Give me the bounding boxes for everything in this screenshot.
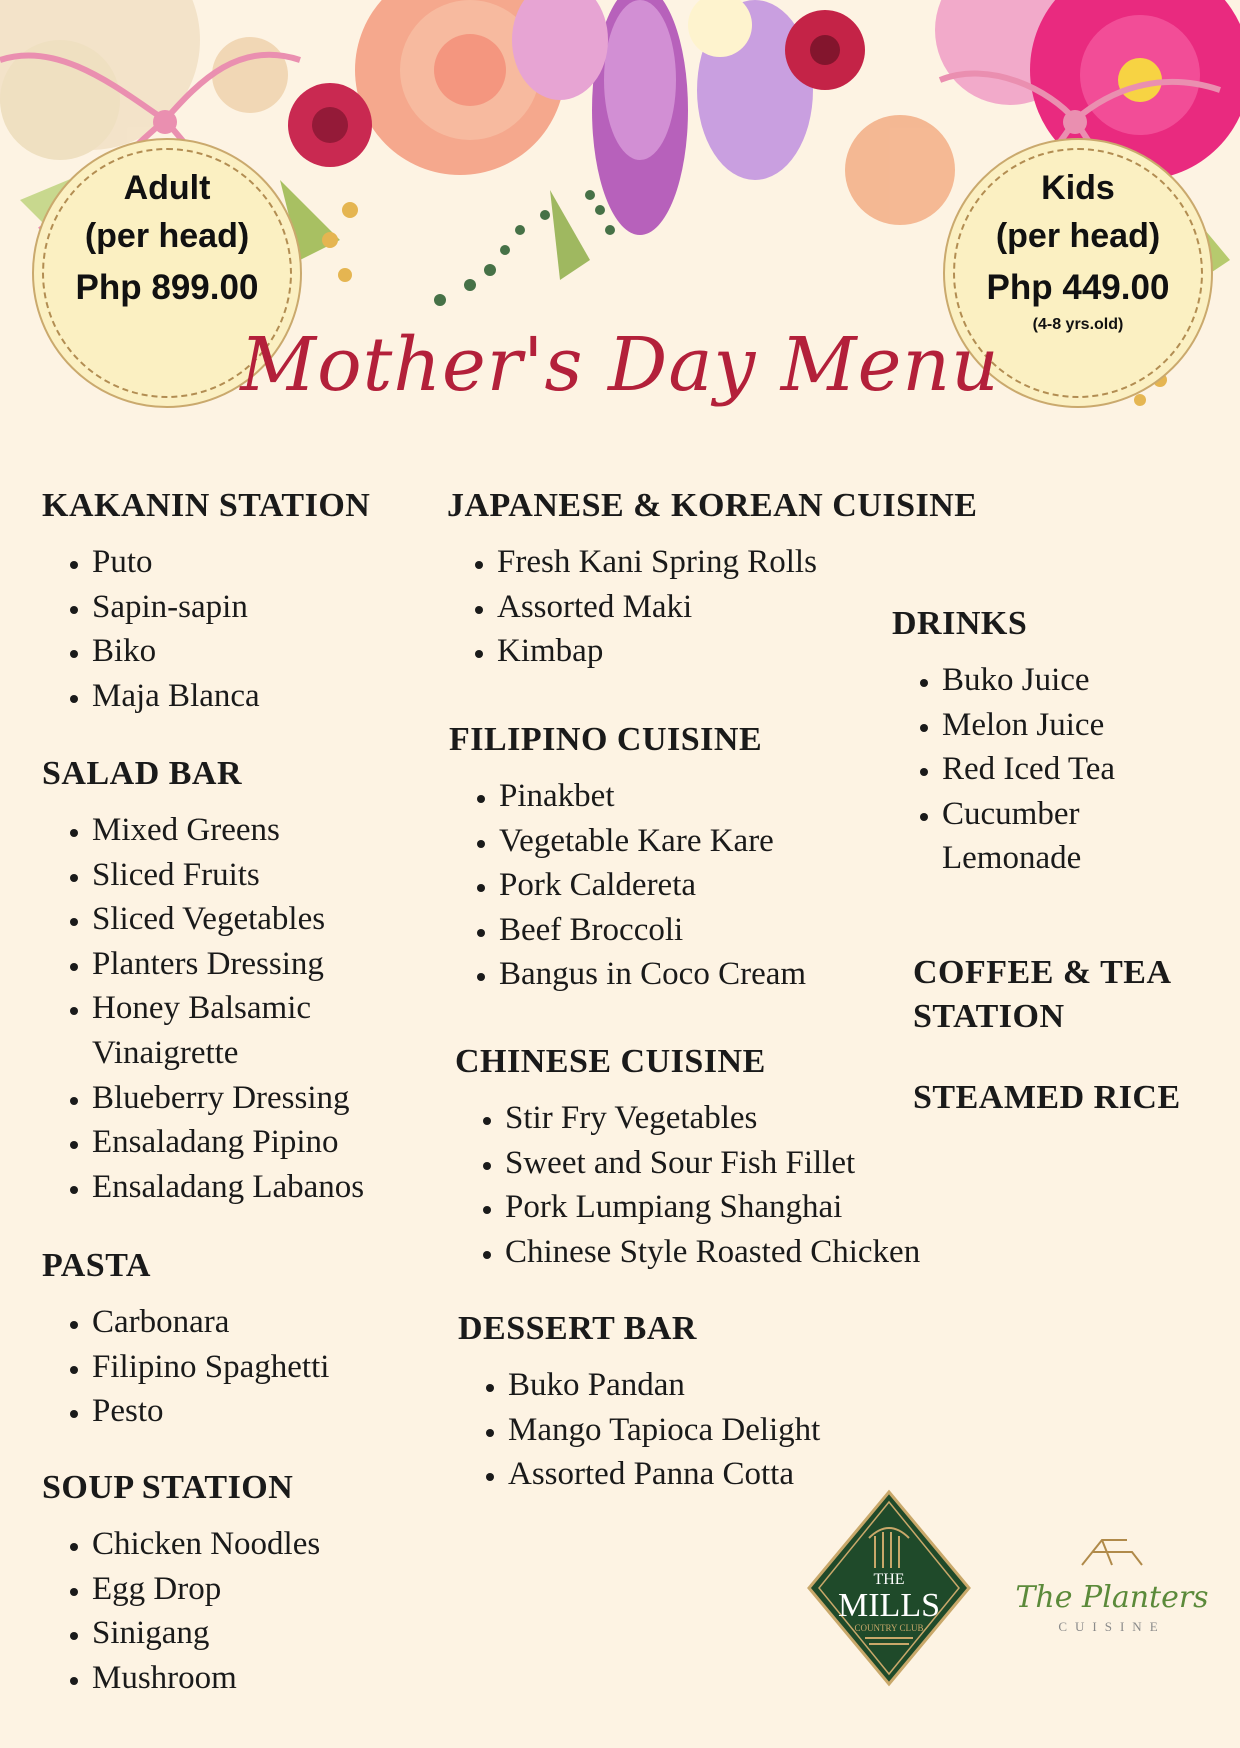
item-list: [42, 1300, 329, 1434]
section-chinese: [455, 1040, 920, 1274]
menu-item: • Assorted Maki: [497, 585, 977, 630]
menu-item: • Beef Broccoli: [499, 908, 806, 953]
mills-logo-sub: COUNTRY CLUB: [854, 1623, 924, 1633]
section-dessert: [458, 1307, 820, 1497]
menu-item: • Ensaladang Pipino: [92, 1120, 422, 1165]
menu-title: Mother's Day Menu: [240, 322, 1000, 408]
menu-item: • Bangus in Coco Cream: [499, 952, 806, 997]
item-list: [42, 1522, 320, 1700]
menu-item: • Blueberry Dressing: [92, 1076, 422, 1121]
kids-per-head: (per head): [995, 217, 1161, 255]
kids-age-note: (4-8 yrs.old): [1032, 316, 1124, 333]
adult-price: Php 899.00: [75, 268, 259, 307]
menu-item: • Egg Drop: [92, 1567, 320, 1612]
kids-price: Php 449.00: [986, 268, 1170, 307]
menu-item: • Sweet and Sour Fish Fillet: [505, 1141, 920, 1186]
menu-item: • Vegetable Kare Kare: [499, 819, 806, 864]
section-title: COFFEE & TEA STATION: [913, 954, 1170, 1035]
section-title: JAPANESE & KOREAN CUISINE: [447, 487, 978, 524]
section-title: SOUP STATION: [42, 1469, 294, 1506]
section-coffee-tea: [913, 951, 1203, 1039]
menu-item: • Pork Caldereta: [499, 863, 806, 908]
section-salad-bar: [42, 752, 422, 1209]
menu-item: • Ensaladang Labanos: [92, 1165, 422, 1210]
item-list: [458, 1363, 820, 1497]
mills-country-club-logo: [805, 1488, 973, 1688]
section-title: PASTA: [42, 1247, 151, 1284]
menu-item: • Kimbap: [497, 629, 977, 674]
section-title: DRINKS: [892, 605, 1028, 642]
section-title: CHINESE CUISINE: [455, 1043, 766, 1080]
menu-item: • Sapin-sapin: [92, 585, 370, 630]
item-list: [42, 540, 370, 718]
section-soup: [42, 1466, 320, 1700]
planters-chair-icon: [1072, 1530, 1152, 1570]
section-title: DESSERT BAR: [458, 1310, 697, 1347]
section-drinks: [892, 602, 1152, 881]
item-list: [449, 774, 806, 997]
menu-item: • Sliced Vegetables: [92, 897, 422, 942]
adult-label: Adult: [123, 169, 211, 207]
section-filipino: [449, 718, 806, 997]
menu-item: • Stir Fry Vegetables: [505, 1096, 920, 1141]
item-list: [892, 658, 1152, 881]
section-steamed-rice: [913, 1076, 1181, 1120]
mills-logo-name: MILLS: [838, 1587, 940, 1624]
menu-item: • Honey Balsamic Vinaigrette: [92, 986, 422, 1075]
planters-logo-name: The Planters: [1015, 1580, 1209, 1615]
menu-item: • Fresh Kani Spring Rolls: [497, 540, 977, 585]
kids-label: Kids: [1041, 169, 1115, 207]
menu-item: • Chinese Style Roasted Chicken: [505, 1230, 920, 1275]
section-title: STEAMED RICE: [913, 1079, 1181, 1116]
menu-item: • Carbonara: [92, 1300, 329, 1345]
menu-item: • Filipino Spaghetti: [92, 1345, 329, 1390]
menu-item: • Mango Tapioca Delight: [508, 1408, 820, 1453]
menu-item: • Puto: [92, 540, 370, 585]
menu-item: • Mixed Greens: [92, 808, 422, 853]
menu-item: • Assorted Panna Cotta: [508, 1452, 820, 1497]
menu-item: • Cucumber Lemonade: [942, 792, 1152, 881]
section-pasta: [42, 1244, 329, 1434]
menu-item: • Melon Juice: [942, 703, 1152, 748]
menu-item: • Sliced Fruits: [92, 853, 422, 898]
menu-item: • Planters Dressing: [92, 942, 422, 987]
planters-cuisine-logo: [1012, 1530, 1212, 1660]
menu-item: • Pork Lumpiang Shanghai: [505, 1185, 920, 1230]
menu-item: • Red Iced Tea: [942, 747, 1152, 792]
section-kakanin: [42, 484, 370, 718]
item-list: [455, 1096, 920, 1274]
planters-logo-sub: CUISINE: [1058, 1619, 1166, 1634]
adult-per-head: (per head): [84, 217, 250, 255]
section-title: FILIPINO CUISINE: [449, 721, 763, 758]
section-title: KAKANIN STATION: [42, 487, 371, 524]
menu-item: • Mushroom: [92, 1656, 320, 1701]
menu-item: • Pesto: [92, 1389, 329, 1434]
menu-item: • Biko: [92, 629, 370, 674]
menu-item: • Pinakbet: [499, 774, 806, 819]
item-list: [42, 808, 422, 1209]
menu-item: • Chicken Noodles: [92, 1522, 320, 1567]
menu-item: • Maja Blanca: [92, 674, 370, 719]
menu-item: • Sinigang: [92, 1611, 320, 1656]
section-title: SALAD BAR: [42, 755, 243, 792]
menu-item: • Buko Pandan: [508, 1363, 820, 1408]
menu-item: • Buko Juice: [942, 658, 1152, 703]
mills-logo-the: THE: [873, 1571, 905, 1588]
